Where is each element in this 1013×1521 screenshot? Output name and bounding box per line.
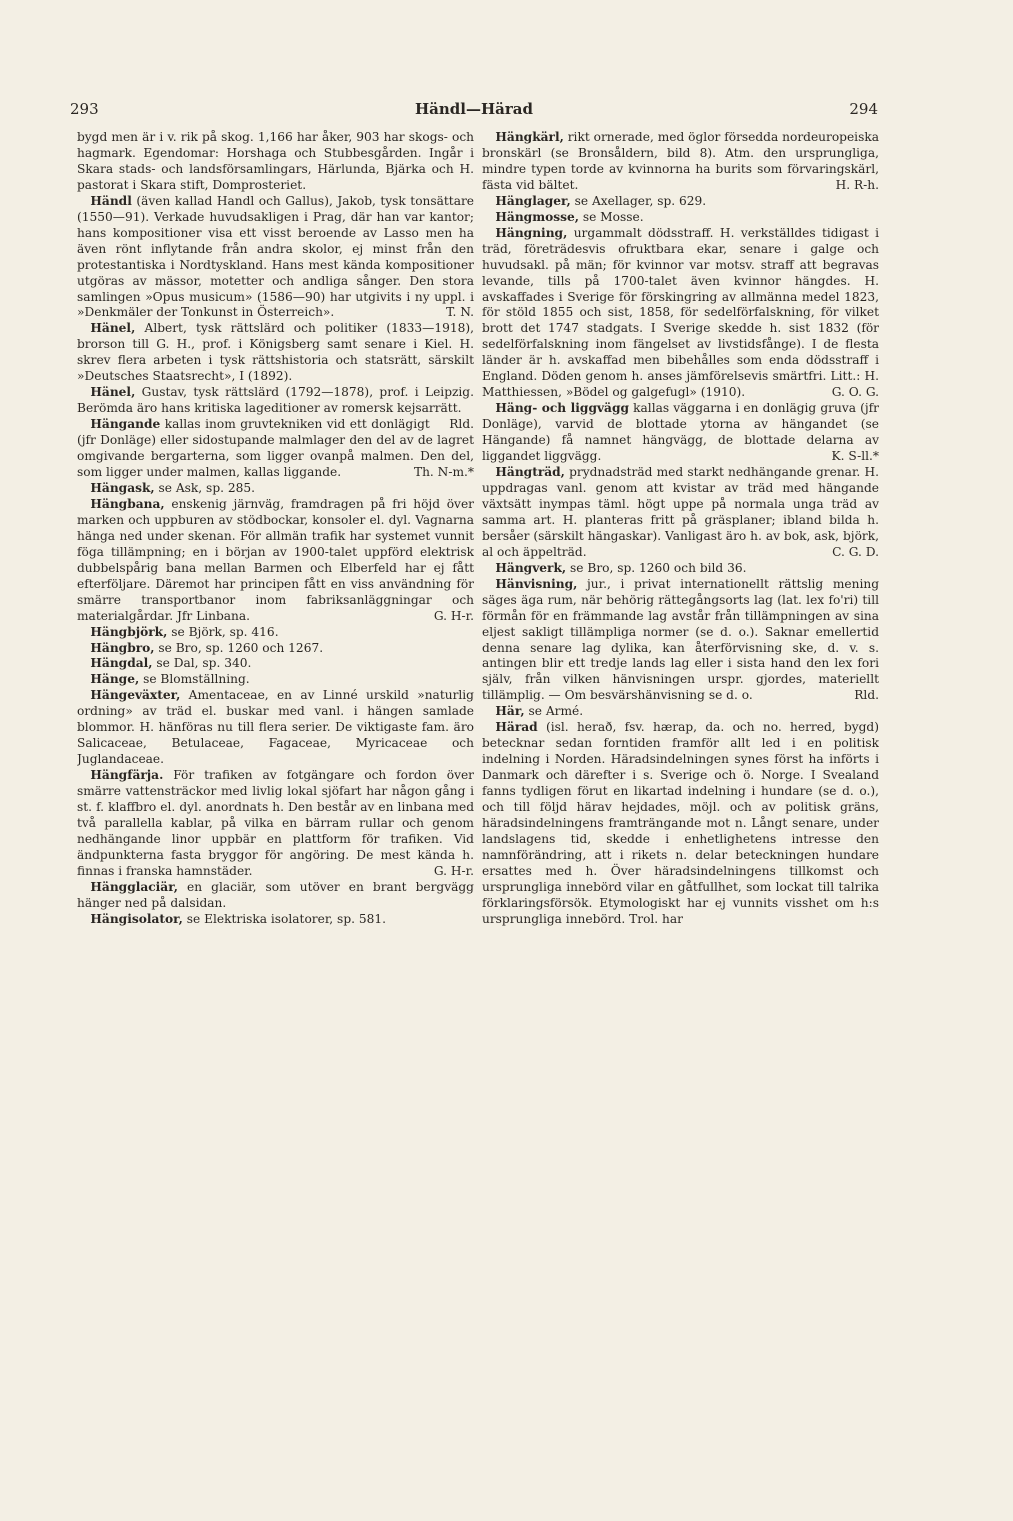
- entry-headword: Härad: [495, 720, 538, 735]
- entry-text: Albert, tysk rättslärd och politiker (1833—1918), brorson till G. H., prof. i Königsberg samt senare i Kiel. H. skrev flera arbeten i tysk rättshistoria och statsrätt, särskilt »Deutsches Staatsrecht», I (1892).: [77, 321, 474, 384]
- dictionary-entry: [482, 465, 879, 561]
- author-signature: G. O. G.: [831, 385, 879, 400]
- entry-headword: Hänel,: [90, 321, 136, 336]
- dictionary-entry: [77, 481, 474, 497]
- dictionary-entry: [482, 226, 879, 401]
- author-signature: G. H-r.: [433, 608, 474, 623]
- entry-headword: Hängverk,: [495, 560, 567, 575]
- entry-headword: Hängträd,: [495, 465, 565, 480]
- dictionary-entry: [77, 497, 474, 625]
- dictionary-entry: [77, 321, 474, 385]
- author-signature: Rld.: [449, 417, 474, 432]
- dictionary-entry: [77, 768, 474, 880]
- left-column: [77, 130, 474, 1495]
- entry-headword: Hängfärja.: [90, 768, 164, 783]
- entry-headword: Hänvisning,: [495, 576, 578, 591]
- author-signature: K. S-ll.*: [831, 449, 879, 464]
- entry-headword: Hängisolator,: [90, 911, 183, 926]
- entry-text: se Dal, sp. 340.: [152, 656, 252, 671]
- dictionary-entry: [482, 561, 879, 577]
- entry-headword: Hänglager,: [495, 193, 571, 208]
- dictionary-entry: [482, 577, 879, 705]
- entry-headword: Hänel,: [90, 385, 136, 400]
- dictionary-entry: [77, 656, 474, 672]
- dictionary-entry: [77, 194, 474, 322]
- dictionary-entry: [482, 130, 879, 194]
- entry-text: För trafiken av fotgängare och fordon över smärre vattensträckor med livlig lokal sjöfart har någon gång i st. f. klaffbro el. dyl. anordnats h. Den består av en linbana med två parallella kablar, på vilka en bärram rullar och genom nedhängande linor uppbär en plattform för trafiken. Vid ändpunkterna fasta bryggor för angöring. De mest kända h. finnas i franska hamnstäder.: [77, 768, 474, 878]
- entry-text: se Axellager, sp. 629.: [570, 193, 707, 208]
- author-signature: Rld.: [854, 688, 879, 703]
- entry-headword: Hängask,: [90, 480, 155, 495]
- entry-text: prydnadsträd med starkt nedhängande grenar. H. uppdragas vanl. genom att kvistar av träd med hängande växtsätt inympas täml. högt uppe på normala unga träd av samma art. H. planteras fritt på gräsplaner; ibland bilda h. bersåer (särskilt hängaskar). Vanligast äro h. av bok, ask, björk, al och äppelträd.: [482, 465, 879, 559]
- entry-headword: Här,: [495, 704, 525, 719]
- entry-text: rikt ornerade, med öglor försedda nordeuropeiska bronskärl (se Bronsåldern, bild 8). Atm. den ursprungliga, mindre typen torde av kvinnorna ha burits som förvaringskärl, fästa vid bältet.: [482, 130, 879, 192]
- entry-headword: Häng- och liggvägg: [495, 401, 630, 416]
- entry-text: enskenig järnväg, framdragen på fri höjd över marken och uppburen av stödbockar, konsoler el. dyl. Vagnarna hänga ned under skenan. För allmän trafik har systemet vunnit föga tillämpning; en i början av 1900-talet uppförd elektrisk dubbelspårig bana mellan Barmen och Elberfeld har ej fått efterföljare. Däremot har principen fått en viss användning för smärre transportbanor inom fabriksanläggningar och materialgårdar. Jfr Linbana.: [77, 496, 474, 623]
- entry-headword: Hängkärl,: [495, 130, 564, 144]
- author-signature: G. H-r.: [433, 863, 474, 878]
- entry-headword: Hängglaciär,: [90, 879, 178, 894]
- dictionary-entry: [77, 625, 474, 641]
- entry-text: en glaciär, som utöver en brant bergvägg hänger ned på dalsidan.: [77, 879, 474, 910]
- entry-text: jur., i privat internationellt rättslig mening säges äga rum, när behörig rättegångsorts lag (lat. lex fo'ri) till förmån för en främmande lag avstår från tillämpningen av sina eljest sakligt tillämpliga normer (se d. o.). Saknar emellertid denna senare lag dylika, kan återförvisning ske, d. v. s. antingen blir ett tredje lands lag eller i sista hand den lex fori själv, från vilken hänvisningen urspr. gjordes, materiellt tillämplig. — Om besvärshänvisning se d. o.: [482, 576, 879, 703]
- entry-headword: Hängande: [90, 417, 161, 432]
- entry-text: bygd men är i v. rik på skog. 1,166 har åker, 903 har skogs- och hagmark. Egendomar: Horshaga och Stubbesgården. Ingår i Skara stads- och landsförsamlingars, Härlunda, Bjärka och H. pastorat i Skara stift, Domprosteriet.: [77, 130, 474, 192]
- dictionary-entry: [482, 720, 879, 927]
- dictionary-entry: [77, 912, 474, 928]
- dictionary-entry: [77, 641, 474, 657]
- entry-text: kallas väggarna i en donlägig gruva (jfr Donläge), varvid de blottade ytorna av hängandet (se Hängande) få namnet hängvägg, de blottade delarna av liggandet liggvägg.: [482, 401, 879, 464]
- entry-text: se Mosse.: [578, 209, 644, 224]
- entry-text: se Bro, sp. 1260 och 1267.: [154, 640, 324, 655]
- dictionary-entry: [482, 704, 879, 720]
- dictionary-entry: [482, 401, 879, 465]
- entry-headword: Hängning,: [495, 225, 568, 240]
- dictionary-entry: [77, 880, 474, 912]
- page-number-left: 293: [70, 100, 99, 118]
- entry-headword: Händl: [90, 193, 132, 208]
- dictionary-entry: [482, 194, 879, 210]
- entry-text: se Armé.: [524, 704, 584, 719]
- dictionary-entry: [77, 672, 474, 688]
- entry-text: Amentaceae, en av Linné urskild »naturlig ordning» av träd el. buskar med vanl. i hängen samlade blommor. H. hänföras nu till flera serier. De viktigaste fam. äro Salicaceae, Betulaceae, Fagaceae, Myricaceae och Juglandaceae.: [77, 688, 474, 767]
- entry-headword: Hängbjörk,: [90, 624, 168, 639]
- entry-text: kallas inom gruvtekniken vid ett donlägigt (jfr Donläge) eller sidostupande malmlager den del av de lagret omgivande bergarterna, som ligger ovanpå malmen. Den del, som ligger under malmen, kallas liggande.: [77, 417, 474, 480]
- running-title: Händl—Härad: [415, 100, 533, 118]
- entry-headword: Hänge,: [90, 672, 140, 687]
- entry-text: Gustav, tysk rättslärd (1792—1878), prof. i Leipzig. Berömda äro hans kritiska lageditioner av romersk kejsarrätt.: [77, 385, 474, 416]
- entry-text: urgammalt dödsstraff. H. verkställdes tidigast i träd, företrädesvis ofruktbara ekar, senare i galge och huvudsakl. på män; för kvinnor var motsv. straff att begravas levande, tills på 1700-talet även kvinnor hängdes. H. avskaffades i Sverige för förskingring av allmänna medel 1823, för stöld 1855 och sist, 1858, för sedelförfalskning, för vilket brott det 1747 stadgats. I Sverige skedde h. sist 1832 (för sedelförfalskning inom fängelset av livstidsfånge). I de flesta länder är h. avskaffad men bibehålles som enda dödsstraff i England. Döden genom h. anses jämförelsevis smärtfri. Litt.: H. Matthiessen, »Bödel og galgefugl» (1910).: [482, 225, 879, 400]
- entry-headword: Hängeväxter,: [90, 688, 181, 703]
- page-header: [70, 100, 878, 122]
- entry-text: se Bro, sp. 1260 och bild 36.: [566, 560, 747, 575]
- entry-headword: Hängdal,: [90, 656, 153, 671]
- entry-headword: Hängmosse,: [495, 209, 579, 224]
- author-signature: T. N.: [446, 305, 474, 320]
- entry-text: (även kallad Handl och Gallus), Jakob, tysk tonsättare (1550—91). Verkade huvudsakligen i Prag, där han var kantor; hans kompositioner visa ett visst beroende av Lasso men ha även rönt inflytande från andra skolor, ej minst från den protestantiska i Nordtyskland. Hans mest kända kompositioner utgöras av mässor, motetter och andliga sånger. Den stora samlingen »Opus musicum» (1586—90) har utgivits i ny uppl. i »Denkmäler der Tonkunst in Österreich».: [77, 193, 474, 320]
- author-signature: C. G. D.: [832, 544, 879, 559]
- entry-headword: Hängbana,: [90, 496, 165, 511]
- author-signature: Th. N-m.*: [413, 465, 474, 480]
- entry-text: se Elektriska isolatorer, sp. 581.: [182, 911, 387, 926]
- entry-text: se Björk, sp. 416.: [167, 624, 279, 639]
- right-column: [482, 130, 879, 1495]
- dictionary-entry: [77, 688, 474, 768]
- dictionary-entry: [482, 210, 879, 226]
- author-signature: H. R-h.: [835, 177, 879, 192]
- entry-text: se Blomställning.: [139, 672, 250, 687]
- page-number-right: 294: [849, 100, 878, 118]
- dictionary-entry: [77, 130, 474, 194]
- entry-text: se Ask, sp. 285.: [154, 480, 256, 495]
- dictionary-entry: [77, 417, 474, 481]
- entry-text: (isl. herað, fsv. hærap, da. och no. herred, bygd) betecknar sedan forntiden framför allt led i en politisk indelning i Norden. Häradsindelningen synes först ha införts i Danmark och därefter i s. Sverige och ö. Norge. I Svealand fanns tydligen förut en likartad indelning i hundare (se d. o.), och till följd härav hejdades, möjl. och av politisk gräns, häradsindelningens framträngande mot n. Långt senare, under landslagens tid, skedde i enhetlighetens intresse den namnförändring, att i rikets n. delar beteckningen hundare ersattes med h. Över häradsindelningens tillkomst och ursprungliga innebörd vilar en gåtfullhet, som lockat till talrika förklaringsförsök. Etymologiskt har ej vunnits visshet om h:s ursprungliga innebörd. Trol. har: [482, 720, 879, 926]
- entry-headword: Hängbro,: [90, 640, 155, 655]
